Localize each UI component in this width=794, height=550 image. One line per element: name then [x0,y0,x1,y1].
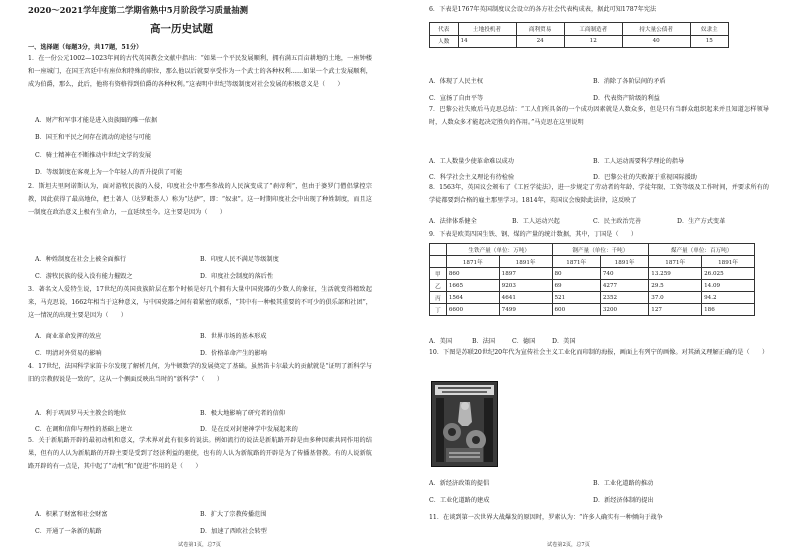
question-10-stem: 10．下图是苏联20世纪20年代为宣传社会主义工业化而印制的海报，画面上有列宁的画像。对其涵义理解正确的是（ ） [429,349,769,356]
q2-option-a[interactable]: A．种姓制度在社会上被全面推行 [35,256,127,263]
table-row [430,256,755,268]
table-cell: 丁 [430,304,447,316]
table-row [430,280,755,292]
table-cell: 土地投机者 [458,23,516,36]
question-7-stem: 7．巴黎公社失败后马克思总结：“工人们所具备的一个成功因素就是人数众多，但是只有当群众组织起来并且知道怎样领导时，人数众多才能起决定胜负的作用。”马克思在这里说明 [429,106,769,127]
table-cell: 14 [458,35,516,48]
q9-option-a[interactable]: A．美国 [429,338,453,345]
table-cell: 1665 [446,280,499,292]
q9-option-c[interactable]: C．德国 [512,338,536,345]
q3-option-b[interactable]: B．世界市场的基本形成 [200,333,267,340]
q6-option-c[interactable]: C．宣扬了自由平等 [429,95,484,102]
table-cell: 94.2 [702,292,755,304]
table-cell: 2352 [600,292,648,304]
table-cell: 1891年 [600,256,648,268]
q5-option-a[interactable]: A．积累了财富和社会财富 [35,511,108,518]
exam-title: 高一历史试题 [150,23,213,35]
q1-option-a[interactable]: A．财产和军事才能是进入贵族圈的唯一依据 [35,117,158,124]
q3-option-d[interactable]: D．价格革命产生的影响 [200,350,267,357]
table-cell: 1891年 [499,256,552,268]
table-cell: 29.5 [649,280,702,292]
table-row [430,23,729,36]
q7-option-d[interactable]: D．巴黎公社的失败源于重视国际援助 [593,174,697,181]
question-6-stem: 6．下表是1767年英国制度议会设立的各方社会代表构成表，据此可知1787年宪法 [429,6,657,13]
poster-image-icon [432,382,497,466]
table-cell: 4641 [499,292,552,304]
table-cell: 乙 [430,280,447,292]
table-cell: 600 [552,304,600,316]
q7-option-c[interactable]: C．科学社会主义理论有待检验 [429,174,515,181]
table-cell: 1871年 [649,256,702,268]
table-cell: 3200 [600,304,648,316]
q7-option-b[interactable]: B．工人运动需要科学理论的指导 [593,158,685,165]
table-cell: 4277 [600,280,648,292]
table-cell: 40 [622,35,690,48]
q3-option-a[interactable]: A．商业革命发挥的效应 [35,333,102,340]
q4-option-d[interactable]: D．是在反对封建神学中发展起来的 [200,426,298,433]
table-cell: 商利贸易 [516,23,564,36]
table-cell: 丙 [430,292,447,304]
q1-option-b[interactable]: B．国王和平民之间存在流动的途径与可能 [35,134,151,141]
table-cell [430,256,447,268]
q2-option-c[interactable]: C．游牧民族的侵入没有能力摧毁之 [35,273,133,280]
section-heading: 一、选择题（每题3分，共17题，51分） [28,44,143,51]
soviet-industrialization-poster [431,381,498,467]
table-cell: 9203 [499,280,552,292]
table-cell: 持大量公债者 [622,23,690,36]
question-3-stem: 3．著名文人爱特生说，17世纪的英国贵族阶层在那个时候是好几个拥有大量中国瓷器的少数人的象征，生活就变得精致起来，马克思说，1662年相当于这种意义，与中国瓷器之间有着紧密的联系，“其中有一种极其重要的不可少的俱乐部和社团”，这一情况的出现主要是因为（ ） [28,286,372,320]
q7-option-a[interactable]: A．工人数量少使革命难以成功 [429,158,514,165]
exam-header: 2020～2021学年度第二学期省熟中5月阶段学习质量抽测 [28,5,248,15]
table-cell: 521 [552,292,600,304]
table-cell: 69 [552,280,600,292]
table-cell [430,244,447,256]
q6-option-a[interactable]: A．体现了人民主权 [429,78,483,85]
table-cell: 740 [600,268,648,280]
q2-option-d[interactable]: D．印度社会制度的落后性 [200,273,274,280]
q2-option-b[interactable]: B．印度人民不满足等级制度 [200,256,279,263]
question-1-stem: 1．在一份公元1002—1023年间的古代英国教会文献中指出：“如果一个平民发展顺利，拥有满五百亩耕地的土地，一座钟楼和一座城门，在国王宫廷中有座位和特殊的职位，那么他以后就要享受作为一个武士的各种权利……如果一个武士发展顺利，成为伯爵，那么，此后，他将有资格得到伯爵的各种权利。”这表明中世纪等级制度对社会发展的积极意义是（ ） [28,55,372,89]
table-cell: 1564 [446,292,499,304]
q5-option-b[interactable]: B．扩大了宗教传播范围 [200,511,267,518]
table-row [430,244,755,256]
q9-option-b[interactable]: B．法国 [472,338,496,345]
q5-option-c[interactable]: C．开通了一条新的航路 [35,528,102,535]
q8-option-a[interactable]: A．法律体系健全 [429,218,477,225]
q6-table [429,22,729,48]
table-cell: 1897 [499,268,552,280]
question-2-stem: 2．斯坦夫里阿诺斯认为，面对游牧民族的入侵，印度社会中那些参战的人民演变成了“刹帝利”，但由于婆罗门僧侣掌控宗教，因此获得了最高地位，把土著人（达罗毗荼人）称为“达萨”，即：“奴隶”。这一时期印度社会中出现了种姓制度，而且这一制度在政治意义上极有生命力，一直延续至今。这主要是因为（ ） [28,183,372,217]
question-4-stem: 4．17世纪，法国科学家笛卡尔发现了解析几何，为牛顿数学的发展奠定了基础。虽然笛卡尔最大的贡献就是“证明了新科学与旧的宗教假说是一致的”，这从一个侧面反映出当时的“新科学”（ ） [28,363,372,384]
question-5-stem: 5．关于新航路开辟的最初动机和意义，学术界对此有很多的说法。例如流行的说法是新航路开辟是由多种因素共同作用的结果，但有的人认为新航路的开辟主要是受到了经济利益的驱使，也有的人认为新航路的开辟是为了传播基督教。有的人说新航路开辟的有一点是，其中起了“动机”和“促进”作用的是（ ） [28,437,372,471]
q9-table [429,243,755,316]
q10-option-b[interactable]: B．工业化道路的推动 [593,480,654,487]
q6-option-d[interactable]: D．代表资产阶级的利益 [593,95,660,102]
question-11-stem: 11．在谈到第一次世界大战爆发的原因时，罗素认为：“许多人确实有一种倾向于战争 [429,514,663,521]
q9-option-d[interactable]: D．美国 [552,338,576,345]
q8-option-d[interactable]: D．生产方式变革 [677,218,726,225]
table-cell: 工商制造者 [564,23,622,36]
table-cell: 15 [690,35,728,48]
table-cell: 24 [516,35,564,48]
q1-option-c[interactable]: C．骑士精神在不断推动中世纪文学的发展 [35,152,152,159]
q4-option-c[interactable]: C．在调和信仰与理性的基础上建立 [35,426,133,433]
table-cell: 6600 [446,304,499,316]
q8-option-b[interactable]: B．工人运动兴起 [512,218,560,225]
q1-option-d[interactable]: D．等级制度在客观上为一个年轻人的晋升提供了可能 [35,169,183,176]
table-cell: 奴隶主 [690,23,728,36]
table-row [430,304,755,316]
q5-option-d[interactable]: D．加速了西欧社会转型 [200,528,267,535]
table-cell: 80 [552,268,600,280]
table-cell: 7499 [499,304,552,316]
question-8-stem: 8．1563年，英国议会颁布了《工匠学徒法》，进一步规定了劳动者的年龄、学徒年限、工资等级及工作时间，并要求所有的学徒都要到合格的雇主那里学习。1814年，英国议会废除此法律，这反映了 [429,184,769,205]
table-row [430,268,755,280]
table-cell: 煤产量（单位：百万吨） [649,244,755,256]
table-cell: 12 [564,35,622,48]
q4-option-a[interactable]: A．利于巩固罗马天主教会的地位 [35,410,127,417]
table-cell: 186 [702,304,755,316]
table-cell: 14.09 [702,280,755,292]
table-cell: 人数 [430,35,459,48]
q10-option-c[interactable]: C．工业化道路的建成 [429,497,490,504]
table-cell: 1871年 [552,256,600,268]
table-row [430,35,729,48]
table-cell: 860 [446,268,499,280]
table-row [430,292,755,304]
q3-option-c[interactable]: C．明清对外贸易的影响 [35,350,102,357]
q4-option-b[interactable]: B．极大地影响了研究者的信仰 [200,410,285,417]
table-cell: 127 [649,304,702,316]
table-cell: 26.025 [702,268,755,280]
table-cell: 13.259 [649,268,702,280]
table-cell: 37.0 [649,292,702,304]
page-footer-left: 试卷第1页，总7页 [178,542,221,548]
question-9-stem: 9．下表是欧美四国生铁、钢、煤的产量的统计数据，其中，丁国是（ ） [429,231,638,238]
page-footer-right: 试卷第2页，总7页 [547,542,590,548]
q10-option-a[interactable]: A．新经济政策的提倡 [429,480,490,487]
table-cell: 1891年 [702,256,755,268]
exam-page-right [397,0,794,550]
table-cell: 代表 [430,23,459,36]
table-cell: 生铁产量（单位：万吨） [446,244,552,256]
q8-option-c[interactable]: C．民主政治完善 [593,218,642,225]
table-cell: 甲 [430,268,447,280]
table-cell: 1871年 [446,256,499,268]
q6-option-b[interactable]: B．消除了各阶层间的矛盾 [593,78,666,85]
q10-option-d[interactable]: D．新经济体制的提出 [593,497,654,504]
table-cell: 钢产量（单位：千吨） [552,244,649,256]
